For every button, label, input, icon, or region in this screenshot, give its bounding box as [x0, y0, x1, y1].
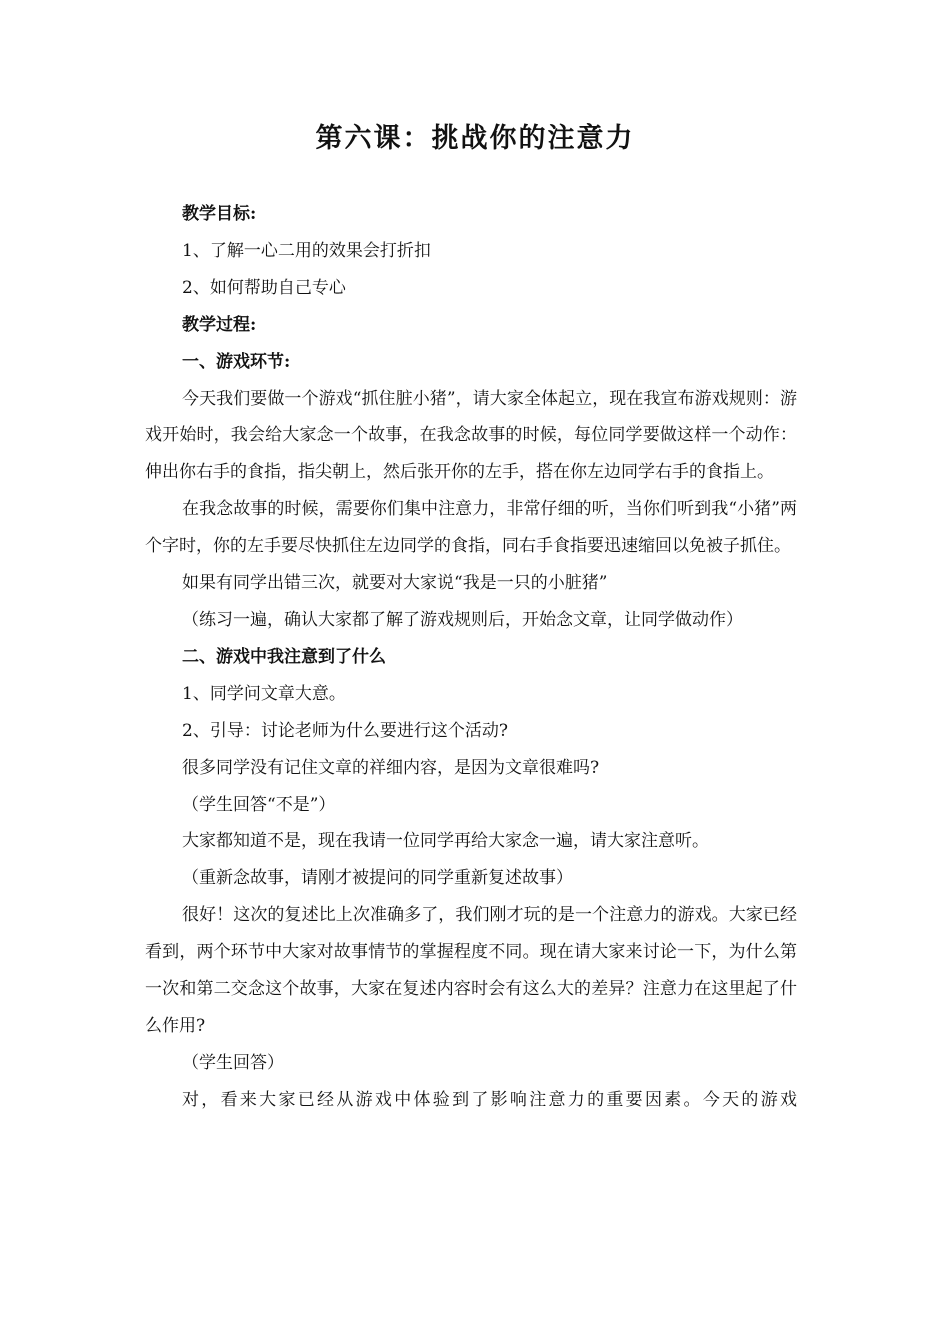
section-heading-reflection: 二、游戏中我注意到了什么 [182, 646, 386, 667]
page-title: 第六课：挑战你的注意力 [315, 123, 635, 154]
list-item: 1、同学问文章大意。 [182, 683, 346, 704]
paragraph-game-penalty: 如果有同学出错三次，就要对大家说“我是一只的小脏猪” [182, 573, 608, 594]
paragraph-game-practice: （练习一遍，确认大家都了解了游戏规则后，开始念文章，让同学做动作） [182, 609, 743, 630]
section-heading-game: 一、游戏环节: [182, 351, 291, 372]
process-heading: 教学过程: [182, 314, 257, 335]
paragraph-game-listen: 在我念故事的时候，需要你们集中注意力，非常仔细的听，当你们听到我“小猪”两个字时，你的左手要尽快抓住左边同学的食指，同右手食指要迅速缩回以免被子抓住。 [145, 499, 797, 557]
paragraph-line: （重新念故事，请刚才被提问的同学重新复述故事） [182, 868, 573, 889]
paragraph-line: 大家都知道不是，现在我请一位同学再给大家念一遍，请大家注意听。 [182, 831, 709, 852]
paragraph-discussion: 很好！这次的复述比上次准确多了，我们刚才玩的是一个注意力的游戏。大家已经看到，两个环节中大家对故事情节的掌握程度不同。现在请大家来讨论一下，为什么第一次和第二交念这个故事，大家在复述内容时会有这么大的差异？注意力在这里起了什么作用? [145, 905, 797, 1036]
paragraph-game-rules: 今天我们要做一个游戏“抓住脏小猪”，请大家全体起立，现在我宣布游戏规则：游戏开始时，我会给大家念一个故事，在我念故事的时候，每位同学要做这样一个动作：伸出你右手的食指，指尖朝上，然后张开你的左手，搭在你左边同学右手的食指上。 [145, 388, 797, 483]
paragraph-line: 很多同学没有记住文章的祥细内容，是因为文章很难吗? [182, 757, 600, 778]
paragraph-line: （学生回答“不是”） [182, 794, 336, 815]
paragraph-conclusion: 对，看来大家已经从游戏中体验到了影响注意力的重要因素。今天的游戏 [182, 1089, 797, 1110]
objective-item: 2、如何帮助自己专心 [182, 277, 346, 298]
document-body [145, 196, 797, 1119]
list-item: 2、引导：讨论老师为什么要进行这个活动? [182, 720, 508, 741]
objectives-heading: 教学目标: [182, 204, 257, 224]
paragraph-line: （学生回答） [182, 1052, 284, 1073]
objective-item: 1、了解一心二用的效果会打折扣 [182, 240, 431, 261]
